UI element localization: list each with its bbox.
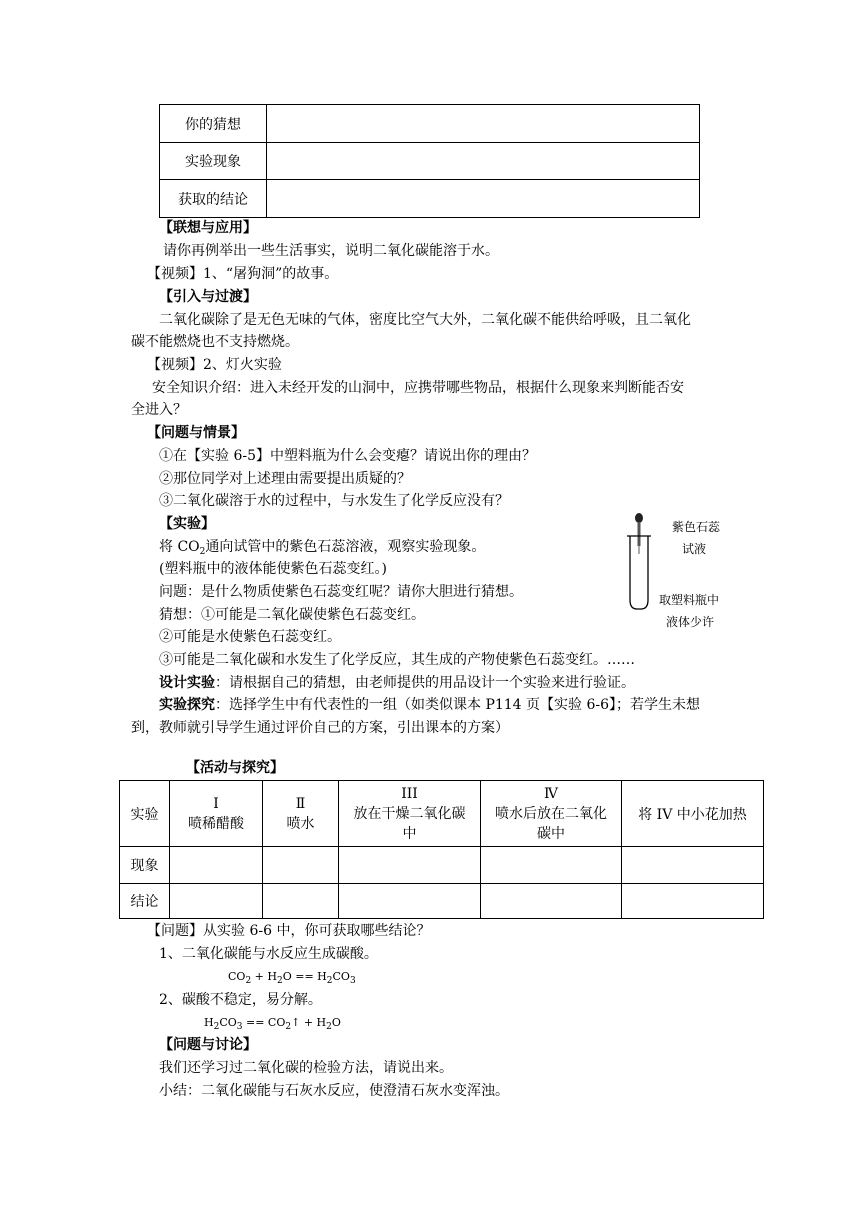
table-cell-answer[interactable] [267, 180, 700, 218]
table-header-cell: I 喷稀醋酸 [170, 781, 263, 847]
paragraph: 二氧化碳除了是无色无味的气体，密度比空气大外，二氧化碳不能供给呼吸，且二氧化 [159, 312, 691, 328]
activity-table [119, 780, 764, 919]
table-row-label: 实验现象 [160, 143, 267, 180]
question-item: ①在【实验 6-5】中塑料瓶为什么会变瘪？请说出你的理由？ [159, 448, 536, 464]
section-heading: 【活动与探究】 [186, 760, 284, 776]
summary: 小结：二氧化碳能与石灰水反应，使澄清石灰水变浑浊。 [159, 1083, 509, 1099]
paragraph: ③可能是二氧化碳和水发生了化学反应，其生成的产物使紫色石蕊变红。…… [159, 652, 635, 668]
dropper-tube-icon [638, 522, 641, 546]
paragraph: 问题：是什么物质使紫色石蕊变红呢？请你大胆进行猜想。 [159, 584, 523, 600]
video-line: 【视频】2、灯火实验 [147, 357, 282, 373]
dropper-bulb-icon [635, 513, 643, 523]
paragraph: 到，教师就引导学生通过评价自己的方案，引出课本的方案） [131, 720, 509, 736]
table-cell-answer[interactable] [267, 143, 700, 180]
video-line: 【视频】1、“屠狗洞”的故事。 [147, 266, 339, 282]
section-heading: 【引入与过渡】 [159, 289, 257, 305]
conclusion-item: 2、碳酸不稳定，易分解。 [159, 992, 322, 1008]
table-row-label: 获取的结论 [160, 180, 267, 218]
table-cell[interactable] [339, 847, 481, 884]
tube-label: 紫色石蕊 [672, 520, 721, 534]
paragraph: (塑料瓶中的液体能使紫色石蕊变红。) [159, 561, 387, 577]
table-header-cell: Ⅳ 喷水后放在二氧化 碳中 [481, 781, 622, 847]
table-row-label: 你的猜想 [160, 105, 267, 143]
table-cell[interactable] [481, 884, 622, 919]
section-heading: 【联想与应用】 [159, 220, 257, 236]
paragraph: 请你再例举出一些生活事实，说明二氧化碳能溶于水。 [163, 243, 499, 259]
table-cell[interactable] [622, 847, 764, 884]
table-cell[interactable] [170, 847, 263, 884]
table-cell[interactable] [170, 884, 263, 919]
section-heading: 【问题与情景】 [147, 425, 245, 441]
conclusion-item: 1、二氧化碳能与水反应生成碳酸。 [159, 946, 378, 962]
section-heading: 【问题与讨论】 [159, 1037, 257, 1053]
paragraph: 碳不能燃烧也不支持燃烧。 [131, 334, 299, 350]
paragraph: 全进入？ [131, 402, 187, 418]
paragraph: 将 $CO_2$通向试管中的紫色石蕊溶液，观察实验现象。 [159, 539, 486, 557]
paragraph: 猜想：①可能是二氧化碳使紫色石蕊变红。 [159, 607, 425, 623]
table-header-label: 实验 [120, 781, 170, 847]
paragraph: 实验探究：选择学生中有代表性的一组（如类似课本 P114 页【实验 6-6】；若学生未想 [159, 697, 701, 713]
chemical-equation: $H_2CO_3$ == $CO_2↑ + H_2O$ [204, 1016, 341, 1032]
table-cell-answer[interactable] [267, 105, 700, 143]
paragraph: ②可能是水使紫色石蕊变红。 [159, 629, 341, 645]
chemical-equation: $CO_2 + H_2O == H_2CO_3$ [228, 970, 356, 986]
table-row-label: 结论 [120, 884, 170, 919]
tube-label: 取塑料瓶中 [659, 593, 720, 607]
tube-label: 试液 [682, 542, 707, 556]
question-heading: 【问题】从实验 6-6 中，你可获取哪些结论？ [147, 923, 431, 939]
paragraph: 设计实验：请根据自己的猜想，由老师提供的用品设计一个实验来进行验证。 [159, 675, 635, 691]
table-header-cell: Ⅱ 喷水 [263, 781, 339, 847]
paragraph: 我们还学习过二氧化碳的检验方法，请说出来。 [159, 1060, 453, 1076]
table-cell[interactable] [263, 847, 339, 884]
section-heading: 【实验】 [159, 516, 215, 532]
guess-table [159, 104, 700, 218]
question-item: ②那位同学对上述理由需要提出质疑的？ [159, 471, 411, 487]
table-cell[interactable] [263, 884, 339, 919]
table-cell[interactable] [339, 884, 481, 919]
question-item: ③二氧化碳溶于水的过程中，与水发生了化学反应没有？ [159, 493, 509, 509]
paragraph: 安全知识介绍：进入未经开发的山洞中，应携带哪些物品，根据什么现象来判断能否安 [152, 380, 684, 396]
table-header-cell: 将 IV 中小花加热 [622, 781, 764, 847]
table-row-label: 现象 [120, 847, 170, 884]
table-cell[interactable] [622, 884, 764, 919]
table-header-cell: III 放在干燥二氧化碳 中 [339, 781, 481, 847]
tube-label: 液体少许 [666, 615, 715, 629]
table-cell[interactable] [481, 847, 622, 884]
